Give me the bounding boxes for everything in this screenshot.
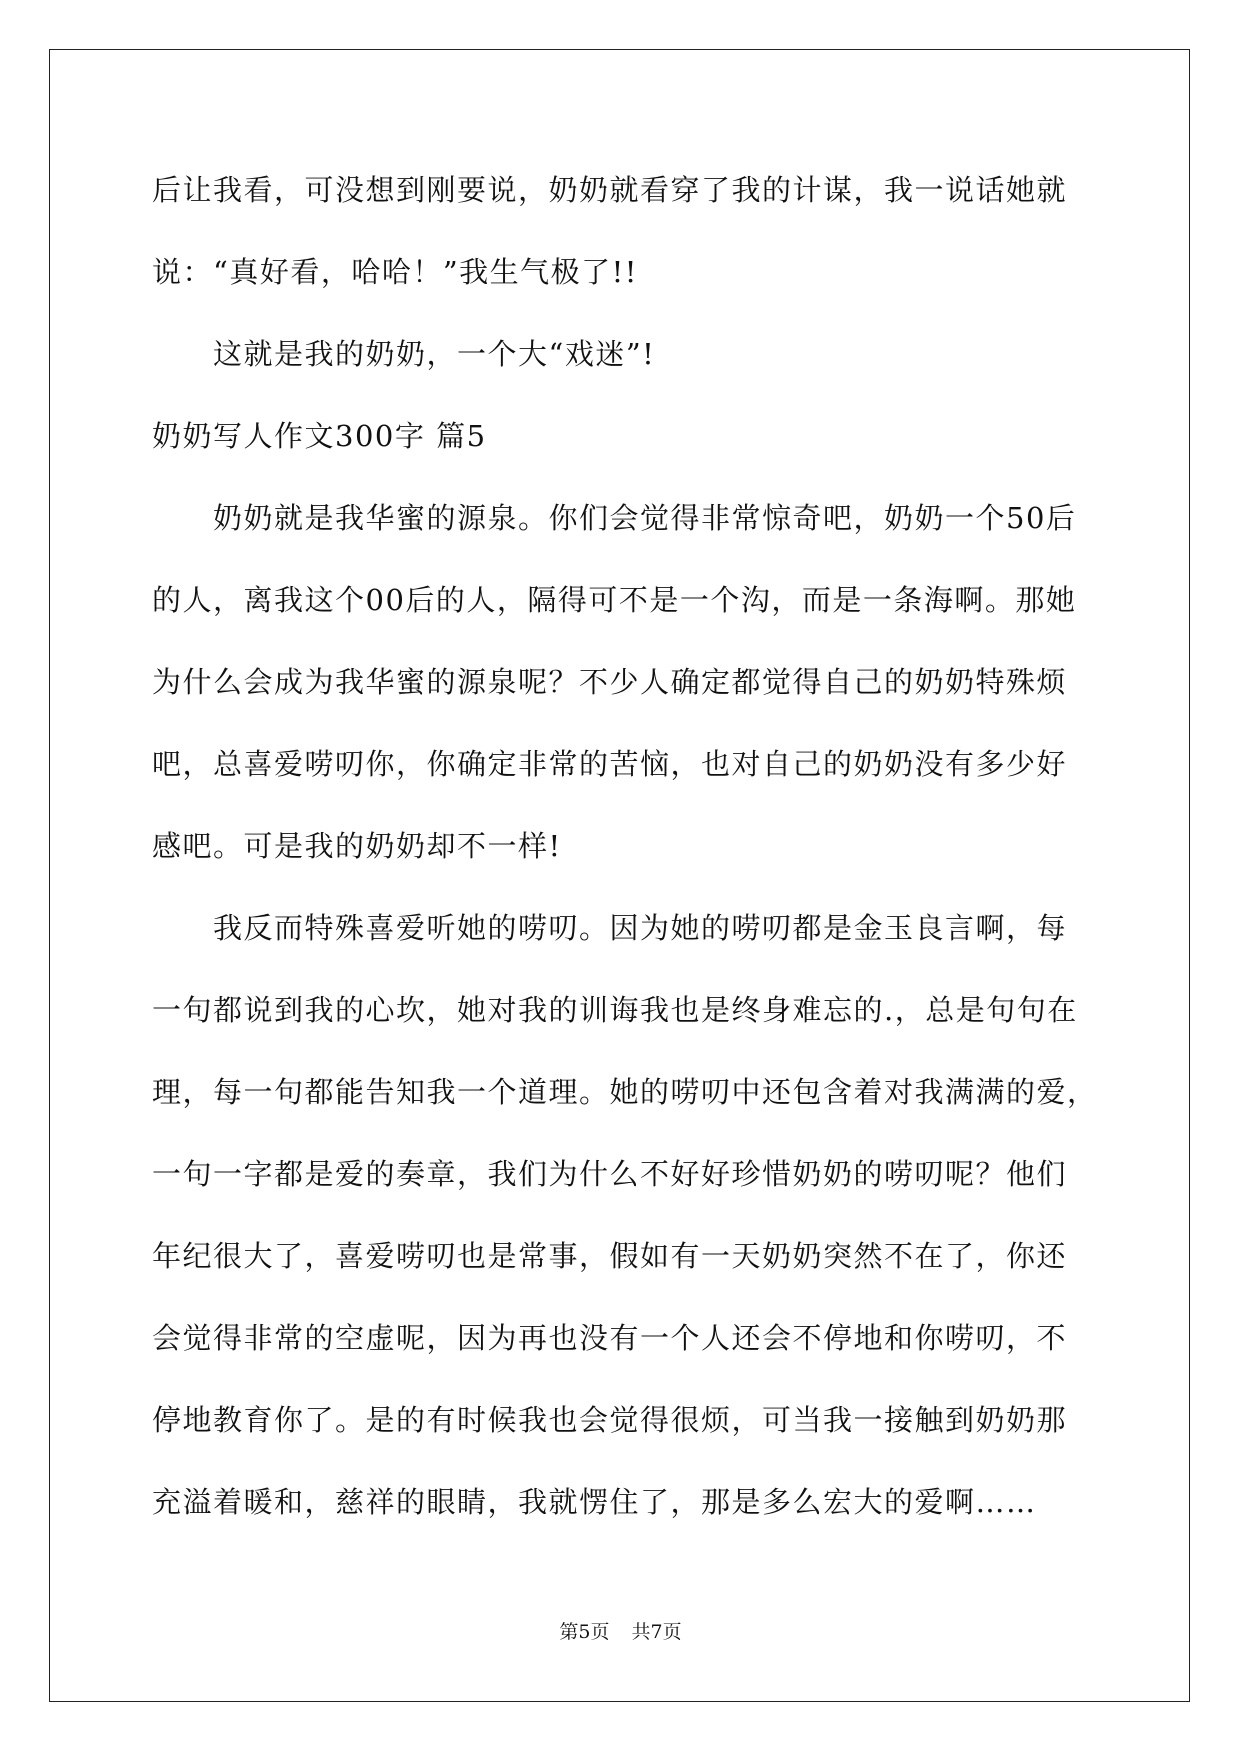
paragraph-line: 这就是我的奶奶，一个大“戏迷”!: [213, 337, 656, 371]
page-border: [49, 49, 1190, 1702]
text-line: 充溢着暖和，慈祥的眼睛，我就愣住了，那是多么宏大的爱啊……: [152, 1485, 1037, 1519]
section-heading: 奶奶写人作文300字 篇5: [152, 419, 487, 453]
text-line: 会觉得非常的空虚呢，因为再也没有一个人还会不停地和你唠叨，不: [152, 1321, 1068, 1355]
text-line: 一句一字都是爱的奏章，我们为什么不好好珍惜奶奶的唠叨呢？他们: [152, 1157, 1068, 1191]
text-line: 理，每一句都能告知我一个道理。她的唠叨中还包含着对我满满的爱，: [152, 1075, 1098, 1109]
text-line: 吧，总喜爱唠叨你，你确定非常的苦恼，也对自己的奶奶没有多少好: [152, 747, 1068, 781]
text-line: 停地教育你了。是的有时候我也会觉得很烦，可当我一接触到奶奶那: [152, 1403, 1068, 1437]
text-line: 为什么会成为我华蜜的源泉呢？不少人确定都觉得自己的奶奶特殊烦: [152, 665, 1068, 699]
text-line: 后让我看，可没想到刚要说，奶奶就看穿了我的计谋，我一说话她就: [152, 173, 1068, 207]
text-line: 年纪很大了，喜爱唠叨也是常事，假如有一天奶奶突然不在了，你还: [152, 1239, 1068, 1273]
paragraph-line: 奶奶就是我华蜜的源泉。你们会觉得非常惊奇吧，奶奶一个50后: [213, 501, 1077, 535]
text-line: 的人，离我这个00后的人，隔得可不是一个沟，而是一条海啊。那她: [152, 583, 1077, 617]
text-line: 说：“真好看，哈哈！”我生气极了!!: [152, 255, 638, 289]
text-line: 感吧。可是我的奶奶却不一样!: [152, 829, 562, 863]
page-footer: [0, 1620, 1241, 1644]
page-total: 共7页: [631, 1621, 682, 1643]
page-number: 第5页: [559, 1621, 610, 1643]
text-line: 一句都说到我的心坎，她对我的训诲我也是终身难忘的.，总是句句在: [152, 993, 1078, 1027]
paragraph-line: 我反而特殊喜爱听她的唠叨。因为她的唠叨都是金玉良言啊，每: [213, 911, 1068, 945]
